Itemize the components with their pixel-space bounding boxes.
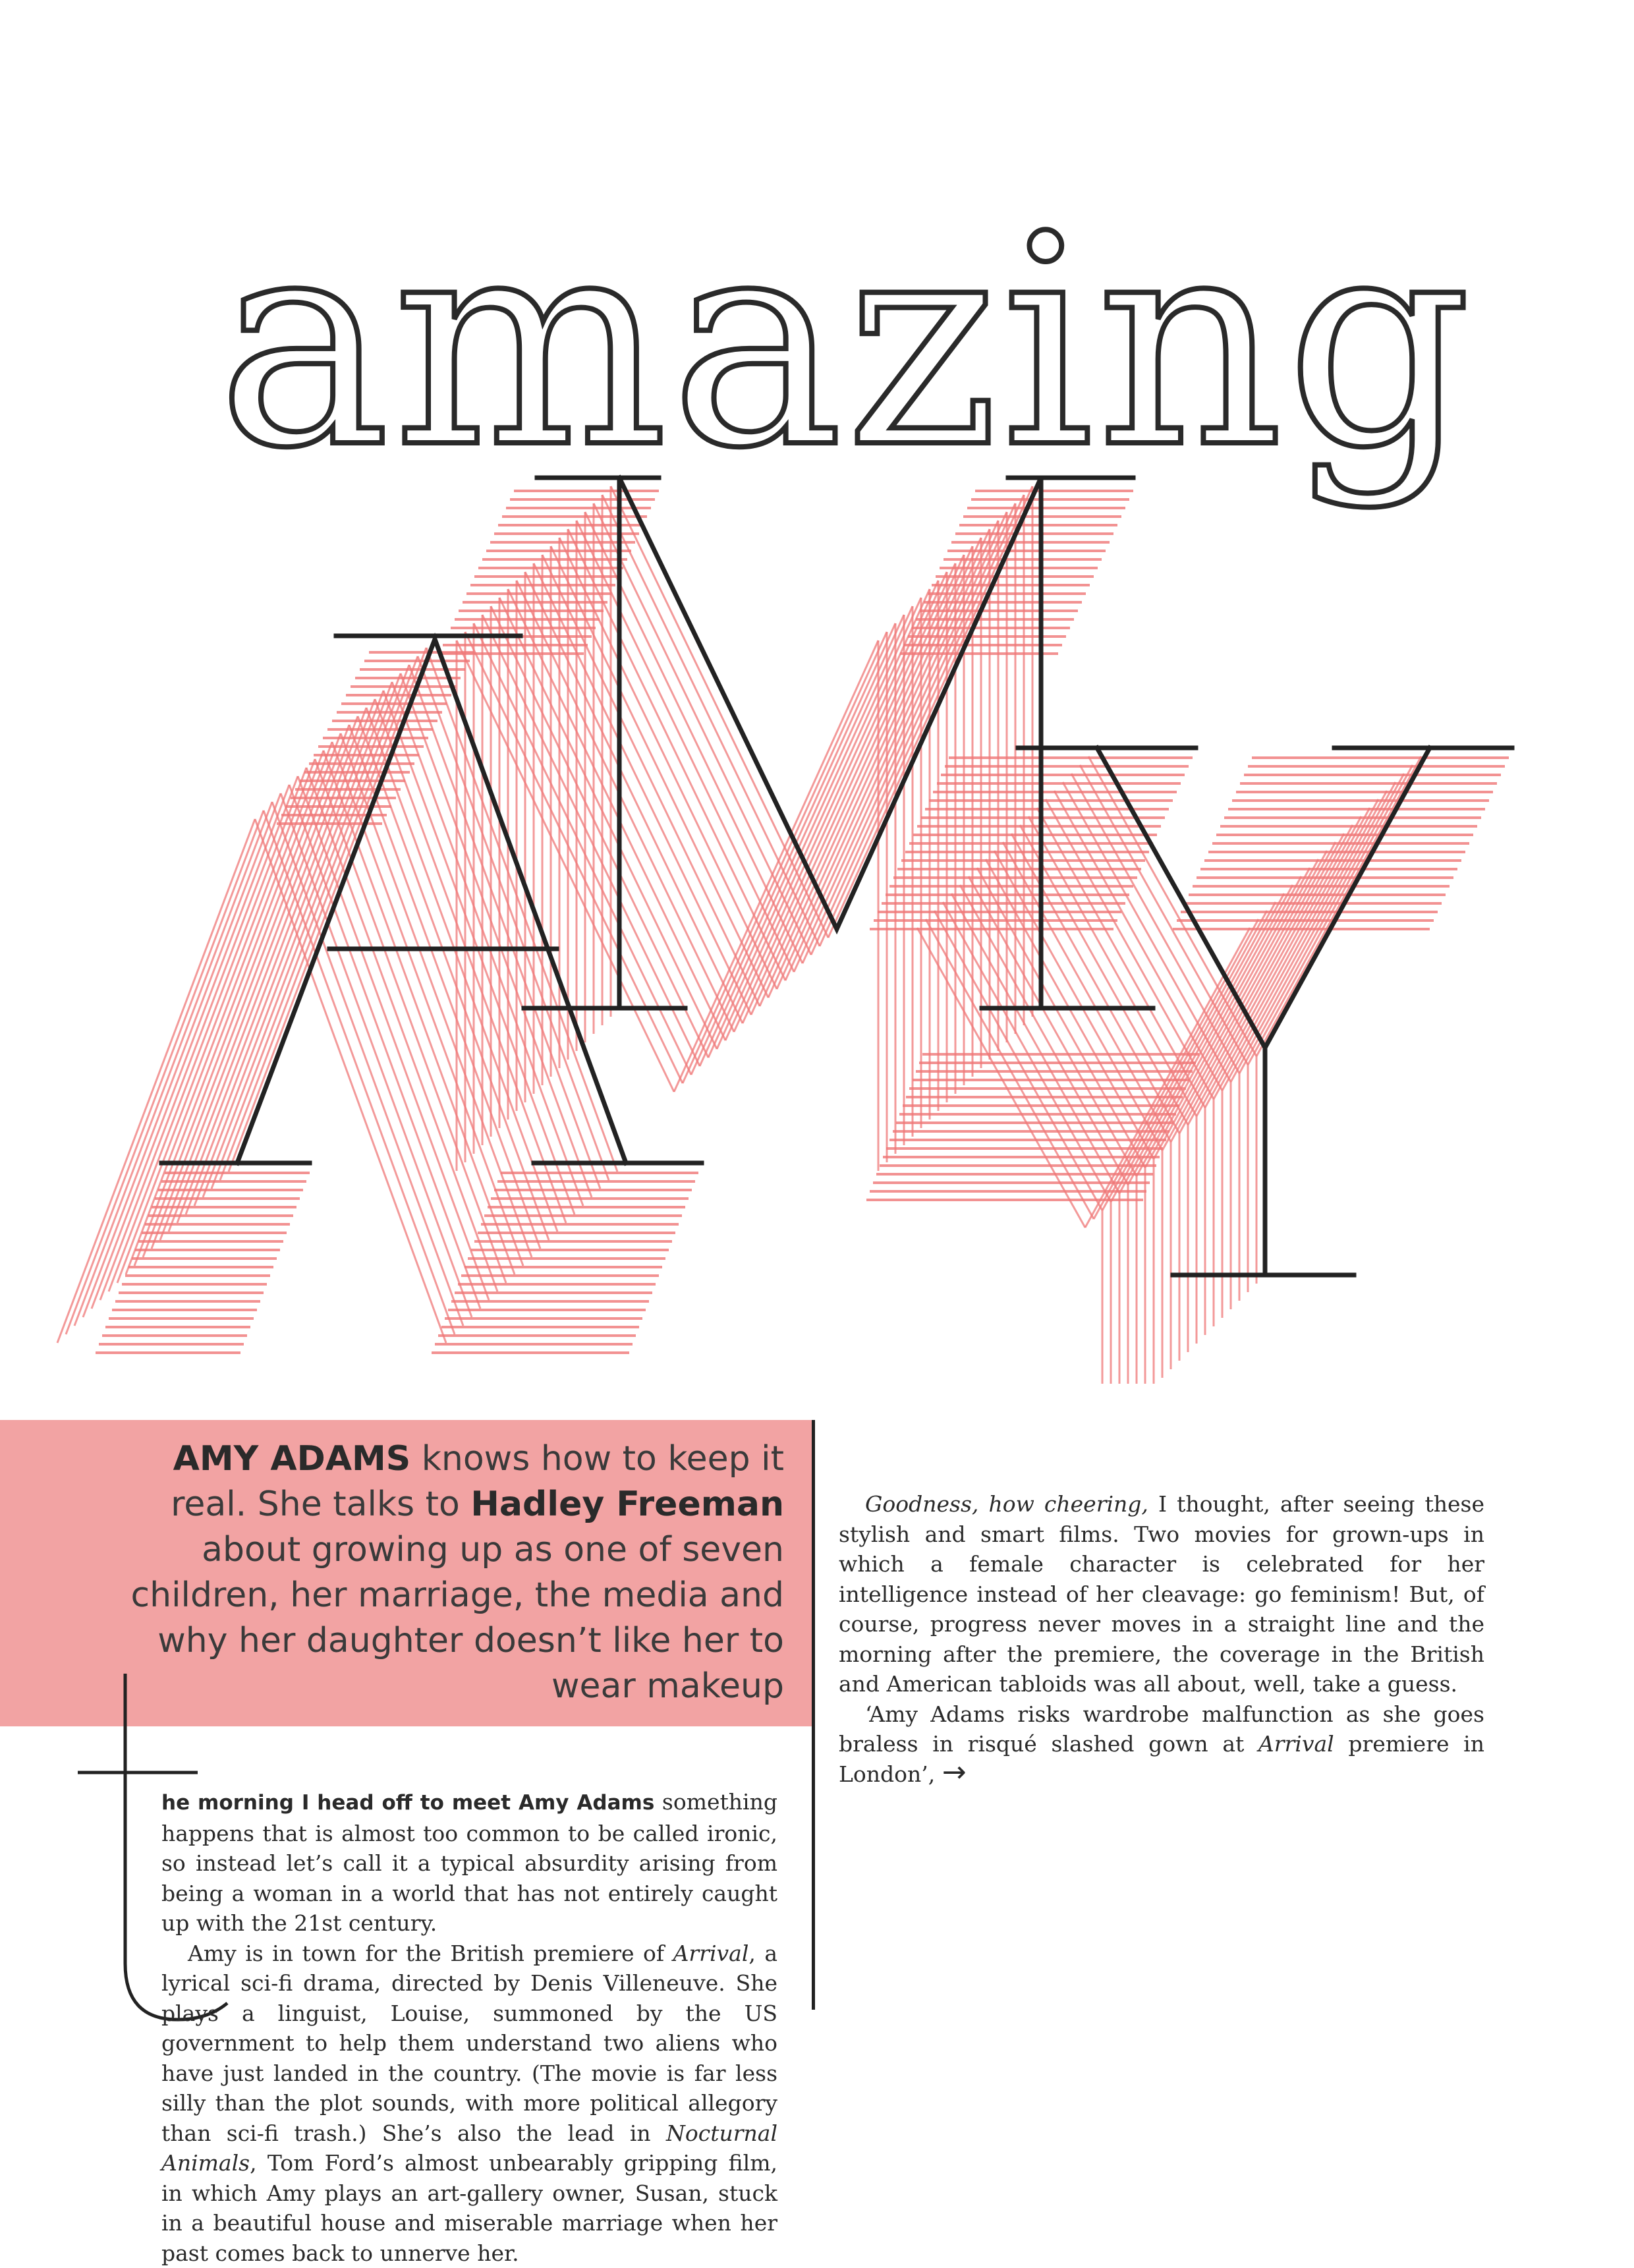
hatch-line — [315, 759, 506, 1283]
p3-italic: Goodness, how cheering, — [865, 1491, 1148, 1517]
amy-hatched-lettering — [0, 461, 1634, 1384]
hatch-line — [358, 716, 549, 1240]
p2-c: , Tom Ford’s almost unbearably gripping film, in which Amy plays an art-gallery owner, Susan, stuck in a beautiful house and miserable marriage when her past comes back to unnerve her. — [161, 2150, 777, 2266]
lede-text: he morning I head off to meet Amy Adams — [161, 1791, 654, 1815]
dek-subject: AMY ADAMS — [173, 1439, 411, 1479]
hatch-line — [255, 819, 446, 1343]
continue-arrow-icon: → — [942, 1755, 967, 1789]
headline-amazing: amazing — [217, 198, 1443, 527]
p3-rest: I thought, after seeing these stylish and smart films. Two movies for grown-ups in which a female character is celebrated for her intelligence instead of her cleavage: go feminism! But, of course, progress never moves in a straight line and the morning after the premiere, the coverage in the British and American tabloids was all about, well, take a guess. — [839, 1491, 1484, 1697]
hatch-line — [272, 802, 463, 1326]
hatch-line — [332, 742, 523, 1266]
hatch-line — [349, 725, 540, 1249]
hatch-line — [281, 793, 472, 1317]
body-paragraph-4 — [839, 1699, 1484, 1790]
dek-part2: about growing up as one of seven children, her marriage, the media and why her daughter doesn’t like her to wear makeup — [131, 1530, 784, 1706]
dek-part1: knows how to keep it real. She talks to — [171, 1439, 784, 1524]
p4-b: premiere in London’, — [839, 1731, 1484, 1787]
p2-b: , a lyrical sci-fi drama, directed by Denis Villeneuve. She plays a linguist, Louise, summoned by the US government to help them understand two aliens who have just landed in the country. (The movie is far less silly than the plot sounds, with more political allegory than sci-fi trash.) She’s also the lead in — [161, 1941, 777, 2146]
hatch-line — [426, 648, 617, 1172]
body-paragraph-2 — [161, 1939, 777, 2268]
dek-author: Hadley Freeman — [470, 1485, 784, 1524]
body-column-left — [161, 1787, 777, 2268]
hatch-line — [298, 776, 489, 1300]
p4-film: Arrival — [1258, 1731, 1334, 1757]
hatch-a-left — [57, 639, 435, 1343]
hatch-line — [289, 785, 480, 1309]
hatch-line — [324, 751, 515, 1274]
hatch-y-top-right — [1173, 758, 1509, 929]
column-rule — [812, 1420, 815, 2010]
body-paragraph-1 — [161, 1787, 777, 1939]
amy-hatch-shadow — [57, 478, 1509, 1384]
hatch-a-foot-right — [432, 1173, 698, 1353]
body-column-right — [839, 1489, 1484, 1789]
body-paragraph-3 — [839, 1489, 1484, 1699]
hatch-line — [383, 691, 575, 1214]
p1-rest: something happens that is almost too common to be called ironic, so instead let’s call it a typical absurdity arising from being a woman in a world that has not entirely caught up with the 21st century. — [161, 1789, 777, 1936]
p2-film2: Nocturnal Animals — [161, 2120, 777, 2176]
p2-film1: Arrival — [673, 1941, 749, 1966]
hatch-line — [264, 810, 455, 1334]
standfirst — [105, 1436, 784, 1709]
hatch-m-right-stem — [878, 478, 1041, 1171]
hatch-line — [366, 708, 557, 1232]
p2-a: Amy is in town for the British premiere of — [188, 1941, 673, 1966]
hatch-line — [760, 555, 964, 1006]
hatch-line — [409, 665, 600, 1189]
hatch-line — [401, 673, 592, 1197]
hatch-line — [375, 699, 566, 1223]
hatch-line — [306, 768, 497, 1291]
hatch-m-diag-1 — [457, 478, 837, 1092]
amy-headline-text: Amy — [816, 1305, 847, 1321]
p4-a: ‘Amy Adams risks wardrobe malfunction as she goes braless in risqué slashed gown at — [839, 1701, 1484, 1757]
hatch-line — [751, 563, 955, 1015]
hatch-line — [392, 682, 583, 1206]
hatch-m-top-right — [900, 491, 1133, 654]
hatch-line — [418, 656, 609, 1180]
